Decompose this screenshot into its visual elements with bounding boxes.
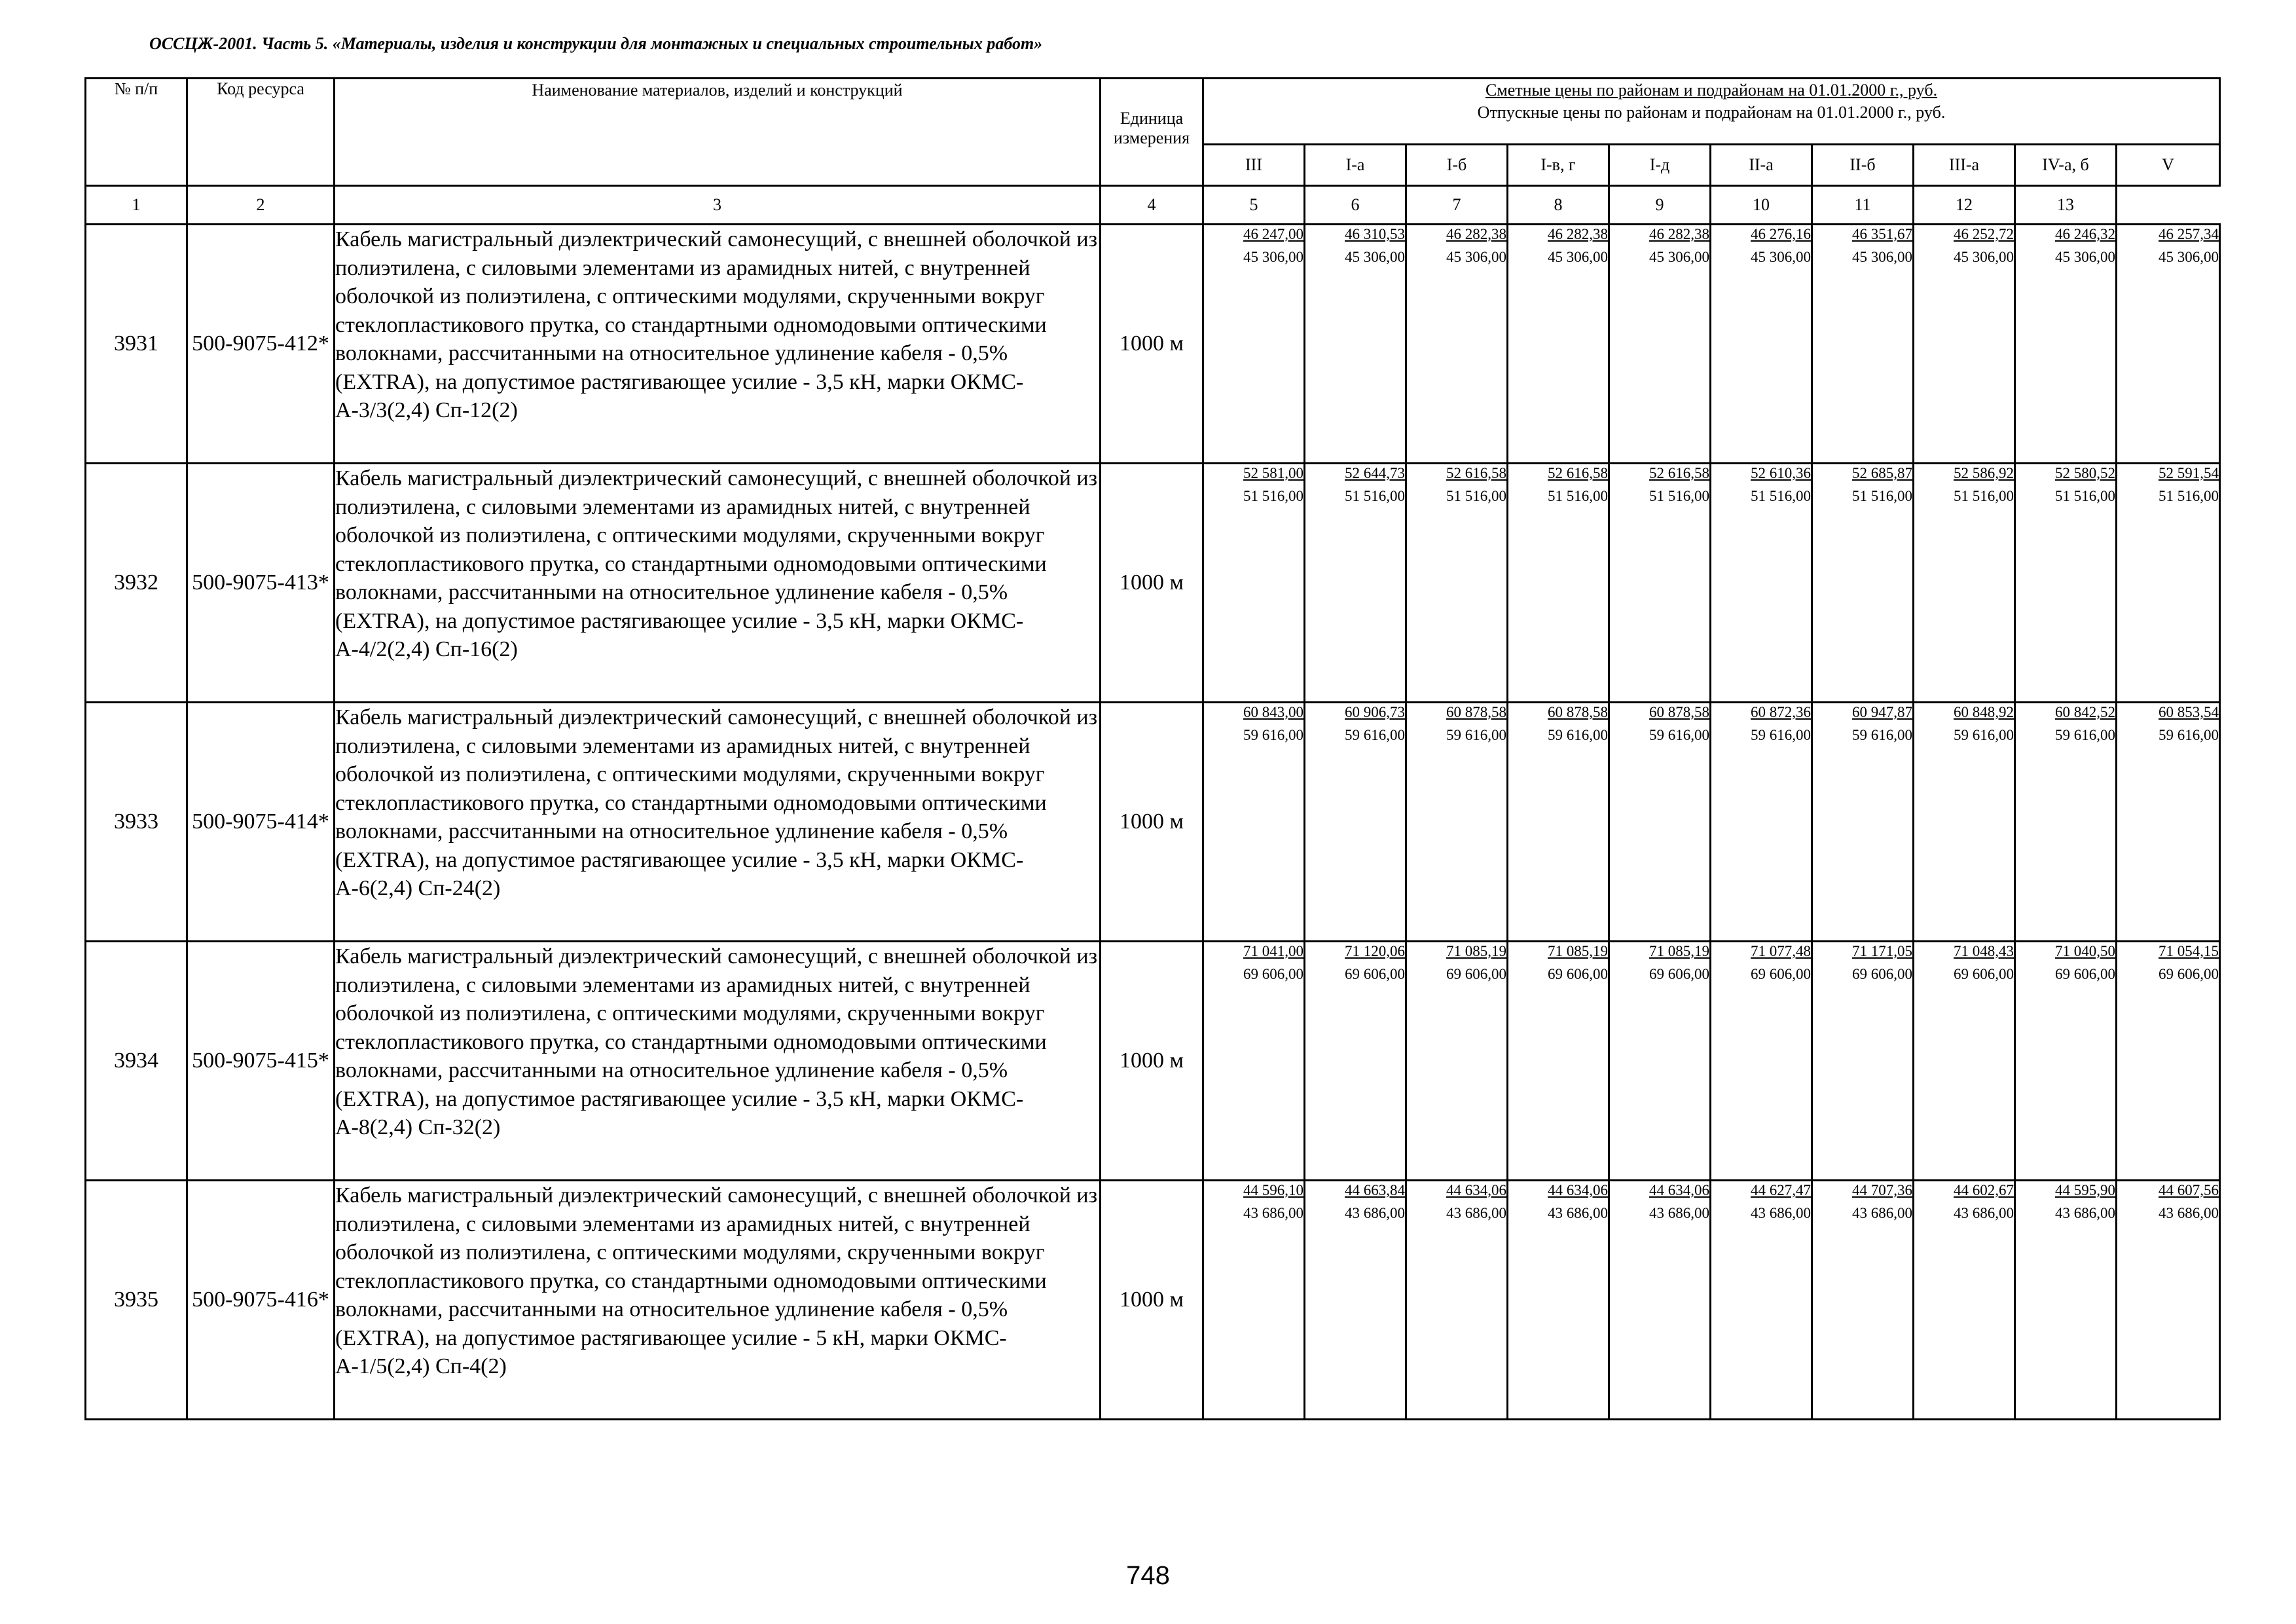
release-price: 69 606,00 [1649, 966, 1709, 982]
price-cell [1812, 942, 1914, 1181]
col-header-unit: Единица измерения [1101, 79, 1203, 186]
price-cell [2117, 703, 2220, 942]
release-price: 59 616,00 [1243, 727, 1303, 743]
price-cell [1305, 225, 1406, 464]
release-price: 69 606,00 [1243, 966, 1303, 982]
estimated-price: 52 610,36 [1751, 465, 1811, 481]
release-price: 43 686,00 [1345, 1205, 1405, 1221]
estimated-price: 44 596,10 [1243, 1182, 1303, 1198]
price-cell [1203, 225, 1305, 464]
column-number: 12 [1914, 186, 2015, 225]
price-cell [2015, 225, 2117, 464]
price-cell [2015, 703, 2117, 942]
release-price: 45 306,00 [1548, 249, 1608, 265]
estimated-price: 46 257,34 [2159, 226, 2219, 242]
price-cell [1914, 225, 2015, 464]
release-price: 45 306,00 [2159, 249, 2219, 265]
release-price: 43 686,00 [1954, 1205, 2014, 1221]
estimated-price: 71 085,19 [1548, 943, 1608, 959]
estimated-price: 60 947,87 [1852, 704, 1912, 720]
estimated-price: 60 878,58 [1446, 704, 1506, 720]
release-price: 45 306,00 [1446, 249, 1506, 265]
column-number: 10 [1711, 186, 1812, 225]
release-price: 59 616,00 [2159, 727, 2219, 743]
price-cell [1203, 1181, 1305, 1420]
document-header: ОССЦЖ-2001. Часть 5. «Материалы, изделия и конструкции для монтажных и специальных строительных работ» [149, 34, 1043, 53]
price-cell [1711, 464, 1812, 703]
estimated-price: 60 878,58 [1548, 704, 1608, 720]
estimated-price: 46 276,16 [1751, 226, 1811, 242]
release-price: 69 606,00 [1345, 966, 1405, 982]
column-number: 1 [86, 186, 187, 225]
estimated-price: 71 077,48 [1751, 943, 1811, 959]
release-price: 45 306,00 [1345, 249, 1405, 265]
release-price: 69 606,00 [2055, 966, 2115, 982]
release-price: 43 686,00 [2055, 1205, 2115, 1221]
material-name: Кабель магистральный диэлектрический самонесущий, с внешней оболочкой из полиэтилена, с силовыми элементами из арамидных нитей, с внутренней оболочкой из полиэтилена, с оптическими модулями, скрученными вокруг стеклопластикового прутка, со стандартными одномодовыми оптическими волокнами, рассчитанными на относительное удлинение кабеля - 0,5% (EXTRA), на допустимое растягивающее усилие - 3,5 кН, марки ОКМС-А-3/3(2,4) Сп-12(2) [335, 225, 1101, 464]
estimated-price: 46 351,67 [1852, 226, 1912, 242]
release-price: 43 686,00 [2159, 1205, 2219, 1221]
price-cell [1406, 464, 1508, 703]
column-number: 13 [2015, 186, 2117, 225]
price-cell [1812, 225, 1914, 464]
release-price: 51 516,00 [1649, 488, 1709, 504]
estimated-price: 60 848,92 [1954, 704, 2014, 720]
row-number: 3935 [86, 1181, 187, 1420]
region-header: IV-а, б [2015, 145, 2117, 186]
region-header: I-в, г [1508, 145, 1609, 186]
release-price: 51 516,00 [1243, 488, 1303, 504]
material-name: Кабель магистральный диэлектрический самонесущий, с внешней оболочкой из полиэтилена, с силовыми элементами из арамидных нитей, с внутренней оболочкой из полиэтилена, с оптическими модулями, скрученными вокруг стеклопластикового прутка, со стандартными одномодовыми оптическими волокнами, рассчитанными на относительное удлинение кабеля - 0,5% (EXTRA), на допустимое растягивающее усилие - 3,5 кН, марки ОКМС-А-4/2(2,4) Сп-16(2) [335, 464, 1101, 703]
estimated-price: 60 853,54 [2159, 704, 2219, 720]
price-cell [1203, 464, 1305, 703]
release-price: 43 686,00 [1243, 1205, 1303, 1221]
price-cell [1914, 464, 2015, 703]
estimated-prices-title: Сметные цены по районам и подрайонам на 01.01.2000 г., руб. [1485, 81, 1938, 100]
price-cell [2117, 464, 2220, 703]
price-cell [1711, 1181, 1812, 1420]
estimated-price: 46 282,38 [1649, 226, 1709, 242]
estimated-price: 52 644,73 [1345, 465, 1405, 481]
col-header-code: Код ресурса [187, 79, 335, 186]
price-cell [1305, 703, 1406, 942]
estimated-price: 71 085,19 [1649, 943, 1709, 959]
release-price: 59 616,00 [1751, 727, 1811, 743]
column-number: 7 [1406, 186, 1508, 225]
row-number: 3931 [86, 225, 187, 464]
estimated-price: 44 634,06 [1446, 1182, 1506, 1198]
region-header: I-д [1609, 145, 1711, 186]
release-price: 51 516,00 [1954, 488, 2014, 504]
estimated-price: 46 310,53 [1345, 226, 1405, 242]
price-cell [1711, 225, 1812, 464]
estimated-price: 44 663,84 [1345, 1182, 1405, 1198]
estimated-price: 46 282,38 [1446, 226, 1506, 242]
row-number: 3932 [86, 464, 187, 703]
estimated-price: 60 843,00 [1243, 704, 1303, 720]
region-header: I-б [1406, 145, 1508, 186]
region-header: II-б [1812, 145, 1914, 186]
release-price: 51 516,00 [2055, 488, 2115, 504]
estimated-price: 44 607,56 [2159, 1182, 2219, 1198]
column-number: 6 [1305, 186, 1406, 225]
region-header: V [2117, 145, 2220, 186]
resource-code: 500-9075-413* [187, 464, 335, 703]
price-cell [1711, 703, 1812, 942]
column-number: 4 [1101, 186, 1203, 225]
unit-of-measure: 1000 м [1101, 225, 1203, 464]
release-price: 43 686,00 [1548, 1205, 1608, 1221]
price-cell [1203, 703, 1305, 942]
estimated-price: 52 616,58 [1446, 465, 1506, 481]
price-cell [1508, 703, 1609, 942]
price-cell [2015, 1181, 2117, 1420]
estimated-price: 52 581,00 [1243, 465, 1303, 481]
price-cell [1609, 1181, 1711, 1420]
estimated-price: 52 616,58 [1649, 465, 1709, 481]
table-row [86, 703, 2220, 942]
price-cell [1508, 225, 1609, 464]
estimated-price: 46 246,32 [2055, 226, 2115, 242]
column-number-row [86, 186, 2220, 225]
estimated-price: 60 878,58 [1649, 704, 1709, 720]
page-number: 748 [1126, 1561, 1170, 1590]
table-row [86, 464, 2220, 703]
release-prices-title: Отпускные цены по районам и подрайонам на 01.01.2000 г., руб. [1477, 103, 1946, 122]
release-price: 45 306,00 [1649, 249, 1709, 265]
price-cell [1508, 942, 1609, 1181]
release-price: 59 616,00 [1649, 727, 1709, 743]
price-cell [1914, 703, 2015, 942]
release-price: 43 686,00 [1751, 1205, 1811, 1221]
estimated-price: 44 634,06 [1548, 1182, 1608, 1198]
price-cell [1609, 703, 1711, 942]
estimated-price: 46 252,72 [1954, 226, 2014, 242]
column-number: 5 [1203, 186, 1305, 225]
price-cell [1508, 1181, 1609, 1420]
price-table [84, 77, 2221, 1420]
column-number: 8 [1508, 186, 1609, 225]
header-row [86, 79, 2220, 145]
resource-code: 500-9075-412* [187, 225, 335, 464]
release-price: 45 306,00 [1954, 249, 2014, 265]
release-price: 59 616,00 [1345, 727, 1405, 743]
release-price: 45 306,00 [2055, 249, 2115, 265]
price-cell [1305, 464, 1406, 703]
estimated-price: 52 616,58 [1548, 465, 1608, 481]
column-number: 11 [1812, 186, 1914, 225]
price-cell [1406, 703, 1508, 942]
release-price: 51 516,00 [2159, 488, 2219, 504]
release-price: 69 606,00 [1751, 966, 1811, 982]
material-name: Кабель магистральный диэлектрический самонесущий, с внешней оболочкой из полиэтилена, с силовыми элементами из арамидных нитей, с внутренней оболочкой из полиэтилена, с оптическими модулями, скрученными вокруг стеклопластикового прутка, со стандартными одномодовыми оптическими волокнами, рассчитанными на относительное удлинение кабеля - 0,5% (EXTRA), на допустимое растягивающее усилие - 3,5 кН, марки ОКМС-А-8(2,4) Сп-32(2) [335, 942, 1101, 1181]
estimated-price: 44 595,90 [2055, 1182, 2115, 1198]
release-price: 51 516,00 [1548, 488, 1608, 504]
price-cell [1812, 464, 1914, 703]
release-price: 43 686,00 [1852, 1205, 1912, 1221]
resource-code: 500-9075-414* [187, 703, 335, 942]
price-cell [1508, 464, 1609, 703]
estimated-price: 60 906,73 [1345, 704, 1405, 720]
release-price: 69 606,00 [1852, 966, 1912, 982]
release-price: 51 516,00 [1852, 488, 1912, 504]
release-price: 59 616,00 [1852, 727, 1912, 743]
region-header: II-а [1711, 145, 1812, 186]
estimated-price: 60 842,52 [2055, 704, 2115, 720]
release-price: 59 616,00 [2055, 727, 2115, 743]
release-price: 51 516,00 [1345, 488, 1405, 504]
price-cell [1203, 942, 1305, 1181]
region-header: III [1203, 145, 1305, 186]
estimated-price: 71 085,19 [1446, 943, 1506, 959]
estimated-price: 71 048,43 [1954, 943, 2014, 959]
estimated-price: 60 872,36 [1751, 704, 1811, 720]
estimated-price: 52 591,54 [2159, 465, 2219, 481]
price-cell [1609, 225, 1711, 464]
price-cell [1914, 1181, 2015, 1420]
row-number: 3933 [86, 703, 187, 942]
release-price: 51 516,00 [1446, 488, 1506, 504]
release-price: 59 616,00 [1548, 727, 1608, 743]
estimated-price: 52 586,92 [1954, 465, 2014, 481]
column-number: 3 [335, 186, 1101, 225]
price-cell [1406, 225, 1508, 464]
release-price: 45 306,00 [1243, 249, 1303, 265]
price-cell [2117, 225, 2220, 464]
estimated-price: 52 685,87 [1852, 465, 1912, 481]
release-price: 69 606,00 [1954, 966, 2014, 982]
table-row [86, 942, 2220, 1181]
resource-code: 500-9075-416* [187, 1181, 335, 1420]
release-price: 43 686,00 [1446, 1205, 1506, 1221]
release-price: 59 616,00 [1446, 727, 1506, 743]
unit-of-measure: 1000 м [1101, 1181, 1203, 1420]
price-cell [1406, 942, 1508, 1181]
estimated-price: 44 707,36 [1852, 1182, 1912, 1198]
estimated-price: 71 054,15 [2159, 943, 2219, 959]
column-number: 9 [1609, 186, 1711, 225]
release-price: 69 606,00 [2159, 966, 2219, 982]
price-cell [1914, 942, 2015, 1181]
material-name: Кабель магистральный диэлектрический самонесущий, с внешней оболочкой из полиэтилена, с силовыми элементами из арамидных нитей, с внутренней оболочкой из полиэтилена, с оптическими модулями, скрученными вокруг стеклопластикового прутка, со стандартными одномодовыми оптическими волокнами, рассчитанными на относительное удлинение кабеля - 0,5% (EXTRA), на допустимое растягивающее усилие - 5 кН, марки ОКМС-А-1/5(2,4) Сп-4(2) [335, 1181, 1101, 1420]
unit-of-measure: 1000 м [1101, 464, 1203, 703]
estimated-price: 71 171,05 [1852, 943, 1912, 959]
estimated-price: 44 602,67 [1954, 1182, 2014, 1198]
release-price: 51 516,00 [1751, 488, 1811, 504]
estimated-price: 46 247,00 [1243, 226, 1303, 242]
price-cell [1711, 942, 1812, 1181]
estimated-price: 71 040,50 [2055, 943, 2115, 959]
price-cell [1812, 703, 1914, 942]
estimated-price: 71 120,06 [1345, 943, 1405, 959]
release-price: 45 306,00 [1751, 249, 1811, 265]
estimated-price: 44 634,06 [1649, 1182, 1709, 1198]
price-cell [2117, 1181, 2220, 1420]
unit-of-measure: 1000 м [1101, 703, 1203, 942]
table-row [86, 225, 2220, 464]
price-cell [1406, 1181, 1508, 1420]
material-name: Кабель магистральный диэлектрический самонесущий, с внешней оболочкой из полиэтилена, с силовыми элементами из арамидных нитей, с внутренней оболочкой из полиэтилена, с оптическими модулями, скрученными вокруг стеклопластикового прутка, со стандартными одномодовыми оптическими волокнами, рассчитанными на относительное удлинение кабеля - 0,5% (EXTRA), на допустимое растягивающее усилие - 3,5 кН, марки ОКМС-А-6(2,4) Сп-24(2) [335, 703, 1101, 942]
region-header: I-а [1305, 145, 1406, 186]
region-header: III-а [1914, 145, 2015, 186]
row-number: 3934 [86, 942, 187, 1181]
col-header-name: Наименование материалов, изделий и конструкций [335, 79, 1101, 186]
price-cell [2015, 464, 2117, 703]
price-cell [1609, 464, 1711, 703]
release-price: 45 306,00 [1852, 249, 1912, 265]
prices-group-header [1203, 79, 2220, 145]
price-cell [1812, 1181, 1914, 1420]
estimated-price: 52 580,52 [2055, 465, 2115, 481]
release-price: 69 606,00 [1446, 966, 1506, 982]
unit-of-measure: 1000 м [1101, 942, 1203, 1181]
release-price: 59 616,00 [1954, 727, 2014, 743]
price-cell [2015, 942, 2117, 1181]
estimated-price: 46 282,38 [1548, 226, 1608, 242]
price-cell [1609, 942, 1711, 1181]
resource-code: 500-9075-415* [187, 942, 335, 1181]
price-cell [1305, 1181, 1406, 1420]
release-price: 69 606,00 [1548, 966, 1608, 982]
estimated-price: 44 627,47 [1751, 1182, 1811, 1198]
price-cell [2117, 942, 2220, 1181]
estimated-price: 71 041,00 [1243, 943, 1303, 959]
col-header-no: № п/п [86, 79, 187, 186]
release-price: 43 686,00 [1649, 1205, 1709, 1221]
table-row [86, 1181, 2220, 1420]
column-number: 2 [187, 186, 335, 225]
price-cell [1305, 942, 1406, 1181]
